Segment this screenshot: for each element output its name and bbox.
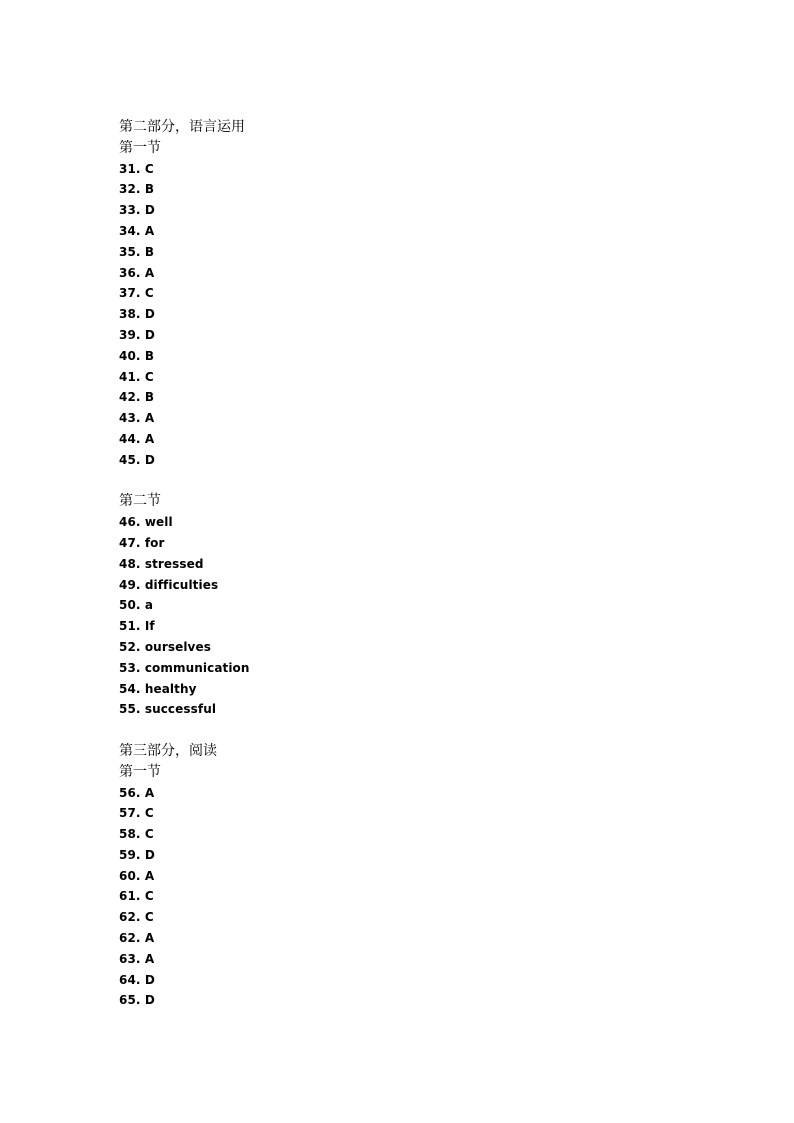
- answer-item: 48. stressed: [119, 556, 204, 571]
- answer-item: 63. A: [119, 951, 155, 966]
- answer-item: 43. A: [119, 411, 155, 426]
- answer-item: 50. a: [119, 598, 154, 613]
- section-part-two-subsection-two: [119, 491, 719, 720]
- answer-item: 55. successful: [119, 702, 217, 717]
- answer-item: 61. C: [119, 889, 154, 904]
- section-part-three-subsection-one: [119, 741, 719, 1011]
- part-heading: 第二部分，语言运用: [119, 119, 245, 135]
- answer-item: 41. C: [119, 369, 154, 384]
- answer-item: 46. well: [119, 515, 173, 530]
- answer-item: 62. A: [119, 931, 155, 946]
- answer-item: 51. If: [119, 619, 155, 634]
- answer-item: 34. A: [119, 223, 155, 238]
- answer-item: 54. healthy: [119, 681, 197, 696]
- sub-heading: 第一节: [119, 139, 161, 156]
- answer-item: 57. C: [119, 806, 154, 821]
- answer-item: 31. C: [119, 161, 154, 176]
- answer-item: 59. D: [119, 847, 155, 862]
- answer-item: 56. A: [119, 785, 155, 800]
- answer-key-document: [119, 117, 719, 1011]
- answer-item: 60. A: [119, 868, 155, 883]
- answer-item: 39. D: [119, 327, 155, 342]
- answer-item: 44. A: [119, 431, 155, 446]
- answer-item: 64. D: [119, 972, 155, 987]
- section-spacer: [119, 471, 719, 492]
- answer-item: 62. C: [119, 910, 154, 925]
- sub-heading: 第二节: [119, 493, 161, 510]
- answer-item: 47. for: [119, 535, 165, 550]
- answer-item: 65. D: [119, 993, 155, 1008]
- answer-item: 38. D: [119, 307, 155, 322]
- answer-item: 35. B: [119, 244, 155, 259]
- answer-item: 49. difficulties: [119, 577, 219, 592]
- answer-item: 40. B: [119, 348, 155, 363]
- answer-item: 36. A: [119, 265, 155, 280]
- section-part-two-subsection-one: [119, 117, 719, 471]
- answer-item: 42. B: [119, 390, 155, 405]
- answer-item: 37. C: [119, 286, 154, 301]
- answer-item: 52. ourselves: [119, 639, 211, 654]
- section-spacer: [119, 720, 719, 741]
- answer-item: 32. B: [119, 182, 155, 197]
- answer-item: 45. D: [119, 452, 155, 467]
- answer-item: 58. C: [119, 827, 154, 842]
- answer-item: 53. communication: [119, 660, 250, 675]
- sub-heading: 第一节: [119, 763, 161, 780]
- part-heading: 第三部分，阅读: [119, 742, 217, 759]
- answer-item: 33. D: [119, 203, 155, 218]
